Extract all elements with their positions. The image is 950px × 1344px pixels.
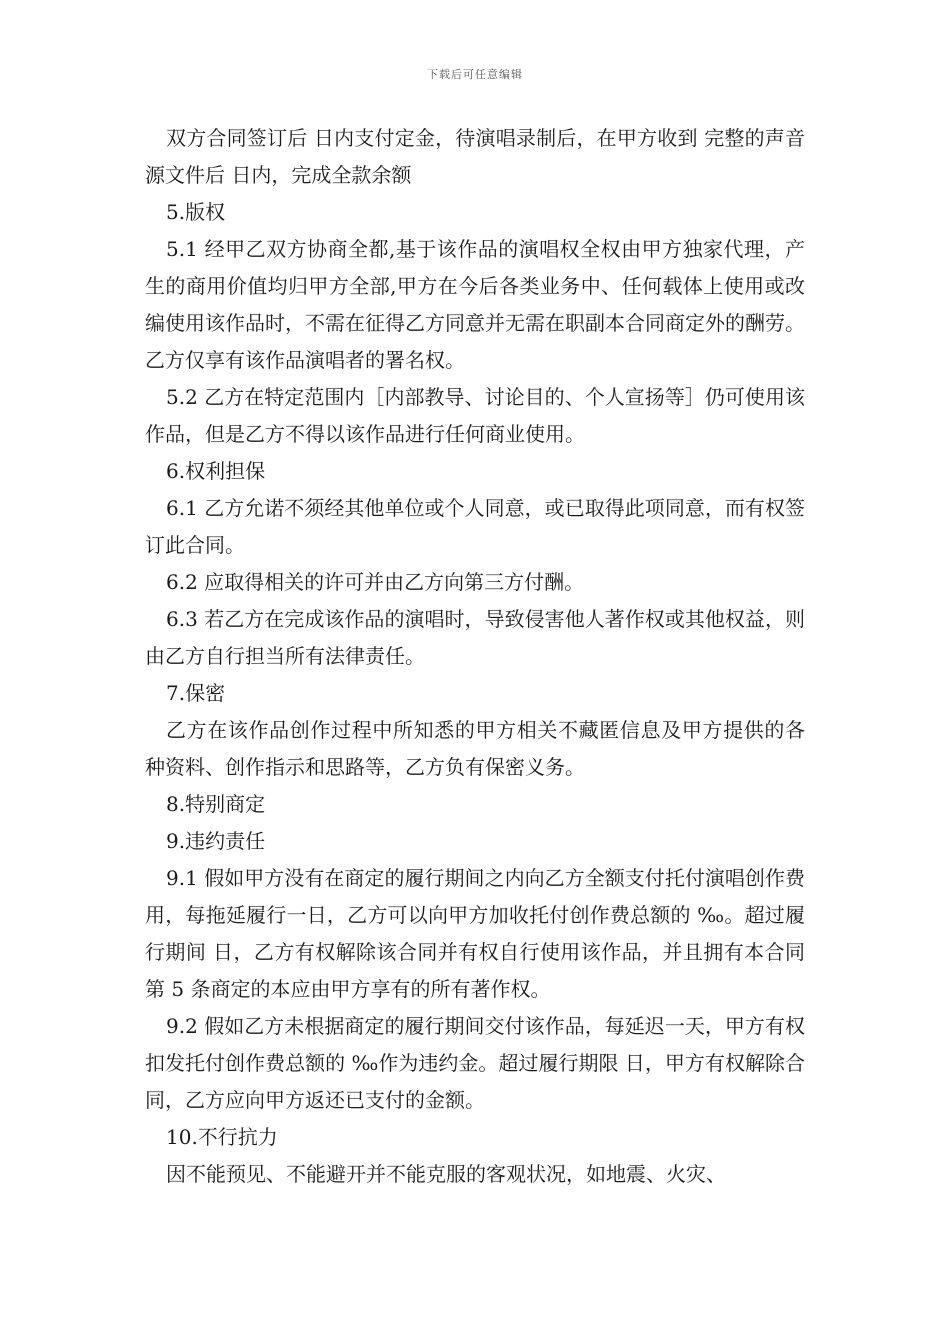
section-heading-breach: 9.违约责任 bbox=[166, 829, 266, 853]
section-heading-special-terms: 8.特别商定 bbox=[166, 792, 266, 816]
section-heading-confidentiality: 7.保密 bbox=[166, 681, 226, 705]
section-heading-copyright: 5.版权 bbox=[166, 200, 226, 224]
section-heading-force-majeure: 10.不行抗力 bbox=[166, 1125, 278, 1149]
clause-5-2: 5.2 乙方在特定范围内［内部教导、讨论目的、个人宣扬等］仍可使用该作品，但是乙方不得以该作品进行任何商业使用。 bbox=[145, 385, 805, 446]
paragraph-confidentiality: 乙方在该作品创作过程中所知悉的甲方相关不藏匿信息及甲方提供的各种资料、创作指示和思路等，乙方负有保密义务。 bbox=[145, 718, 805, 779]
document-body bbox=[145, 120, 805, 1193]
clause-6-2: 6.2 应取得相关的许可并由乙方向第三方付酬。 bbox=[166, 570, 585, 594]
clause-6-1: 6.1 乙方允诺不须经其他单位或个人同意，或已取得此项同意，而有权签订此合同。 bbox=[145, 496, 805, 557]
clause-5-1: 5.1 经甲乙双方协商全都,基于该作品的演唱权全权由甲方独家代理，产生的商用价值均归甲方全部,甲方在今后各类业务中、任何载体上使用或改编使用该作品时，不需在征得乙方同意并无需在职副本合同商定外的酬劳。乙方仅享有该作品演唱者的署名权。 bbox=[145, 237, 805, 372]
clause-9-2: 9.2 假如乙方未根据商定的履行期间交付该作品，每延迟一天，甲方有权扣发托付创作费总额的 ‰作为违约金。超过履行期限 日，甲方有权解除合同，乙方应向甲方返还已支付的金额。 bbox=[145, 1014, 805, 1112]
clause-6-3: 6.3 若乙方在完成该作品的演唱时，导致侵害他人著作权或其他权益，则由乙方自行担当所有法律责任。 bbox=[145, 607, 805, 668]
paragraph-payment-terms: 双方合同签订后 日内支付定金，待演唱录制后，在甲方收到 完整的声音源文件后 日内，完成全款余额 bbox=[145, 126, 805, 187]
page-header-note: 下载后可任意编辑 bbox=[427, 68, 523, 81]
clause-9-1: 9.1 假如甲方没有在商定的履行期间之内向乙方全额支付托付演唱创作费用，每拖延履行一日，乙方可以向甲方加收托付创作费总额的 ‰。超过履行期间 日，乙方有权解除该合同并有权自行使用该作品，并且拥有本合同第 5 条商定的本应由甲方享有的所有著作权。 bbox=[145, 866, 805, 1001]
paragraph-force-majeure: 因不能预见、不能避开并不能克服的客观状况，如地震、火灾、 bbox=[166, 1162, 726, 1186]
section-heading-rights-guarantee: 6.权利担保 bbox=[166, 459, 266, 483]
